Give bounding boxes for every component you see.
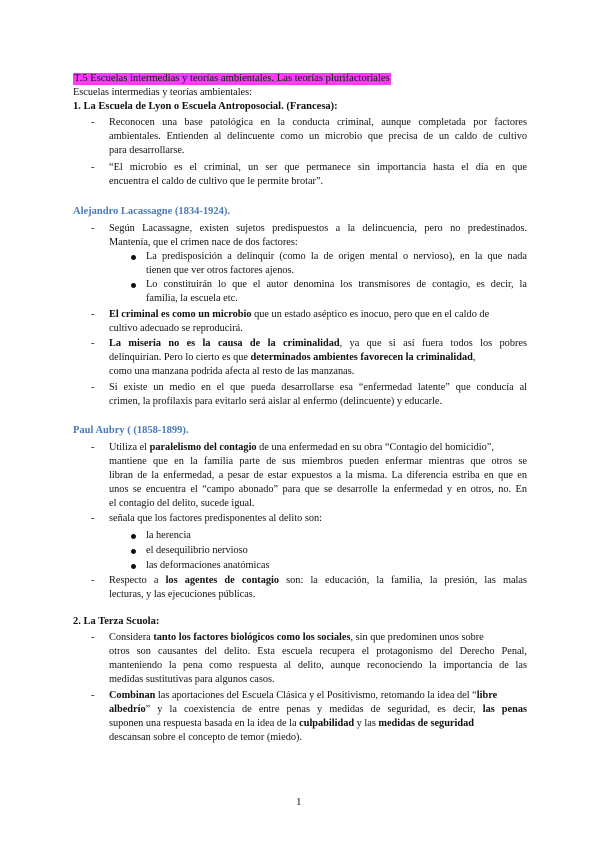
- bold-text: medidas de seguridad: [378, 718, 474, 729]
- dash-bullet: -: [91, 309, 95, 320]
- text-run: delinquirían. Pero lo cierto es que: [109, 352, 251, 363]
- paragraph-line: descansan sobre el concepto de temor (miedo).: [109, 732, 302, 743]
- bold-text: determinados ambientes favorecen la criminalidad: [250, 352, 473, 363]
- paragraph-line: manteniendo la pena como respuesta al delito, aunque reconociendo la importancia de las: [109, 660, 527, 671]
- dash-bullet: -: [91, 338, 95, 349]
- paragraph-line: [109, 631, 484, 645]
- document-title: T.5 Escuelas intermedias y teorías ambientales. Las teorías plurifactoriales: [74, 73, 390, 84]
- paragraph-line: tienen que ver otros factores ajenos.: [146, 265, 295, 276]
- text-run: y las: [354, 718, 379, 729]
- paragraph-line: “El microbio es el criminal, un ser que permanece sin importancia hasta el día en que: [109, 162, 527, 173]
- paragraph-line: unos se encuentra el “campo abonado” para que se desarrolle la enfermedad y en otros, no. En: [109, 484, 527, 495]
- dash-bullet: -: [91, 223, 95, 234]
- paragraph-line: Mantenía, que el crimen nace de dos factores:: [109, 237, 298, 248]
- paragraph-line: ambientales. Entienden al delincuente como un microbio que precisa de un caldo de cultivo: [109, 131, 527, 142]
- paragraph-line: [109, 574, 527, 588]
- section-heading-terza-scuola: 2. La Terza Scuola:: [73, 616, 160, 627]
- paragraph-line: Lo constituirán lo que el autor denomina los transmisores de contagio, es decir, la: [146, 279, 527, 290]
- dash-bullet: -: [91, 442, 95, 453]
- dash-bullet: -: [91, 513, 95, 524]
- bold-text: los agentes de contagio: [165, 575, 280, 586]
- paragraph-line: La predisposición a delinquir (como la de origen mental o nervioso), en la que nada: [146, 251, 527, 262]
- page-number: 1: [296, 796, 302, 808]
- paragraph-line: crimen, la profilaxis para evitarlo será aislar al enfermo (delincuente) y educarle.: [109, 396, 443, 407]
- bold-text: las penas: [482, 704, 527, 715]
- bold-text: La miseria no es la causa de la criminalidad: [109, 338, 340, 349]
- subtitle: Escuelas intermedias y teorías ambientales:: [73, 87, 252, 98]
- section-heading-lacassagne: Alejandro Lacassagne (1834-1924).: [73, 206, 231, 217]
- text-run: de una enfermedad en su obra “Contagio del homicidio”,: [256, 442, 494, 453]
- paragraph-line: Reconocen una base patológica en la conducta criminal, aunque completada por factores: [109, 117, 527, 128]
- bold-text: libre: [476, 690, 498, 701]
- list-item: las deformaciones anatómicas: [146, 560, 270, 571]
- paragraph-line: [109, 689, 497, 703]
- paragraph-line: como una manzana podrida afecta al resto de las manzanas.: [109, 366, 355, 377]
- text-run: ,: [472, 352, 476, 363]
- text-run: , sin que predominen unos sobre: [350, 632, 484, 643]
- paragraph-line: para desarrollarse.: [109, 145, 185, 156]
- paragraph-line: [109, 703, 527, 717]
- section-heading-lyon: 1. La Escuela de Lyon o Escuela Antroposocial. (Francesa):: [73, 101, 338, 112]
- dash-bullet: -: [91, 382, 95, 393]
- dash-bullet: -: [91, 690, 95, 701]
- paragraph-line: lecturas, y las ejecuciones públicas.: [109, 589, 256, 600]
- text-run: Utiliza el: [109, 442, 150, 453]
- bullet-dot: [131, 255, 136, 260]
- text-run: suponen una respuesta basada en la idea de la: [109, 718, 300, 729]
- paragraph-line: familia, la escuela etc.: [146, 293, 238, 304]
- bold-text: El criminal es como un microbio: [109, 309, 252, 320]
- paragraph-line: Si existe un medio en el que pueda desarrollarse esa “enfermedad latente” que conducía al: [109, 382, 527, 393]
- section-heading-aubry: Paul Aubry ( (1858-1899).: [73, 425, 189, 436]
- text-run: que un estado aséptico es inocuo, pero que en el caldo de: [251, 309, 490, 320]
- dash-bullet: -: [91, 632, 95, 643]
- bullet-dot: [131, 534, 136, 539]
- text-run: Respecto a: [109, 575, 166, 586]
- bullet-dot: [131, 564, 136, 569]
- bold-text: Combinan: [109, 690, 156, 701]
- list-item: la herencia: [146, 530, 191, 541]
- bold-text: tanto los factores biológicos como los sociales: [153, 632, 351, 643]
- bold-text: albedrío: [109, 704, 146, 715]
- paragraph-line: libran de la enfermedad, a pesar de estar expuestos a la misma. La diferencia estriba en que en: [109, 470, 527, 481]
- text-run: , ya que si así fuera todos los pobres: [339, 338, 527, 349]
- bold-text: paralelismo del contagio: [149, 442, 257, 453]
- text-run: las aportaciones del Escuela Clásica y el Positivismo, retomando la idea del “: [155, 690, 477, 701]
- paragraph-line: cultivo adecuado se reproducirá.: [109, 323, 243, 334]
- text-run: Considera: [109, 632, 154, 643]
- bullet-dot: [131, 283, 136, 288]
- dash-bullet: -: [91, 117, 95, 128]
- paragraph-line: [109, 351, 475, 365]
- list-item: el desequilibrio nervioso: [146, 545, 248, 556]
- paragraph-line: [109, 441, 494, 455]
- paragraph-line: otros son causantes del delito. Esta escuela recupera el protagonismo del Derecho Penal,: [109, 646, 527, 657]
- paragraph-line: [109, 717, 474, 731]
- paragraph-line: [109, 337, 527, 351]
- dash-bullet: -: [91, 162, 95, 173]
- bold-text: culpabilidad: [299, 718, 355, 729]
- bullet-dot: [131, 549, 136, 554]
- paragraph-line: mantiene que en la familia parte de sus miembros pueden enfermar mientras que otros se: [109, 456, 527, 467]
- paragraph-line: el contagio del delito, sucede igual.: [109, 498, 255, 509]
- paragraph-line: señala que los factores predisponentes al delito son:: [109, 513, 323, 524]
- text-run: son: la educación, la familia, la presión, las malas: [279, 575, 527, 586]
- paragraph-line: [109, 308, 489, 322]
- paragraph-line: Según Lacassagne, existen sujetos predispuestos a la delincuencia, pero no predestinados.: [109, 223, 527, 234]
- dash-bullet: -: [91, 575, 95, 586]
- paragraph-line: medidas sustitutivas para algunos casos.: [109, 674, 275, 685]
- paragraph-line: encuentra el caldo de cultivo que le permite brotar”.: [109, 176, 324, 187]
- text-run: ” y la coexistencia de entre penas y medidas de seguridad, es decir,: [145, 704, 483, 715]
